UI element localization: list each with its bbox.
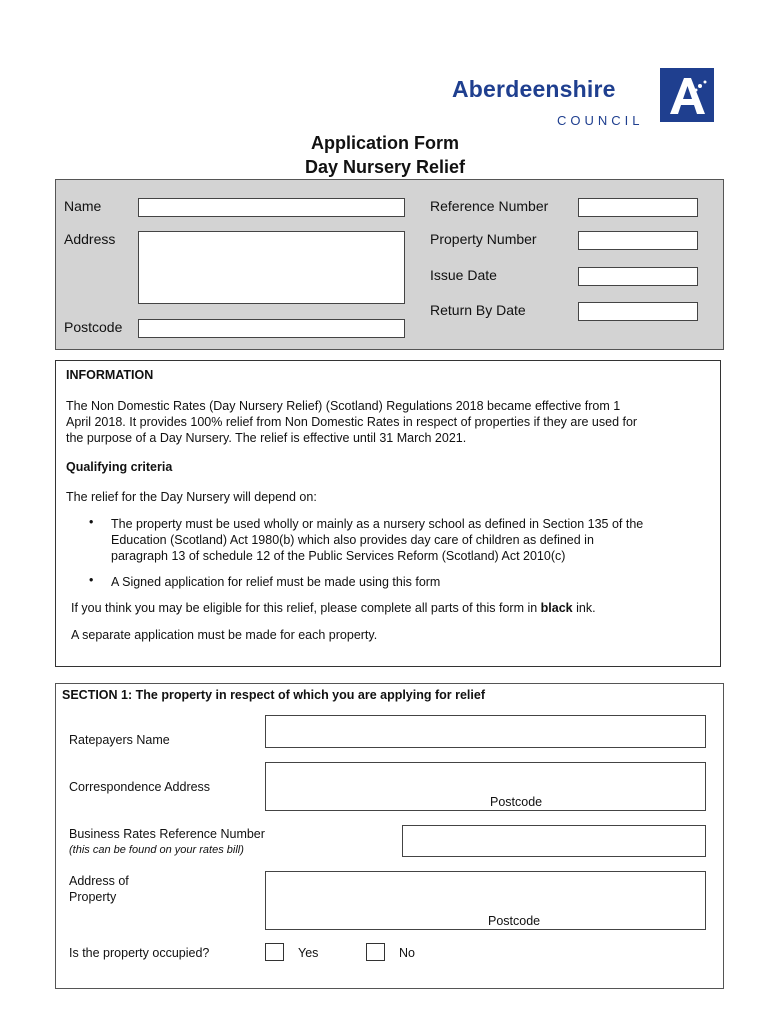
- bullet-line: paragraph 13 of schedule 12 of the Public Services Reform (Scotland) Act 2010(c): [111, 549, 566, 563]
- reference-number-field[interactable]: [578, 198, 698, 217]
- bullet-line: Education (Scotland) Act 1980(b) which also provides day care of children as defined in: [111, 533, 594, 547]
- eligibility-note: [71, 600, 596, 616]
- property-occupied-label: Is the property occupied?: [69, 946, 210, 960]
- form-subtitle: Day Nursery Relief: [304, 157, 466, 177]
- information-box: [55, 360, 721, 667]
- address-field[interactable]: [138, 231, 405, 304]
- name-label: Name: [64, 198, 102, 214]
- postcode-hint: Postcode: [490, 795, 543, 809]
- occupied-no-checkbox[interactable]: [366, 943, 385, 961]
- bullet-criteria-2: A Signed application for relief must be made using this form: [111, 575, 441, 589]
- qualifying-criteria-heading: Qualifying criteria: [66, 460, 173, 474]
- issue-date-field[interactable]: [578, 267, 698, 286]
- form-title: Application Form: [311, 133, 459, 153]
- postcode-label: Postcode: [64, 319, 123, 335]
- return-by-date-field[interactable]: [578, 302, 698, 321]
- intro-line: The Non Domestic Rates (Day Nursery Relief) (Scotland) Regulations 2018 became effective from 1: [66, 399, 621, 413]
- ratepayers-name-field[interactable]: [265, 715, 706, 748]
- address-of-property-label: [69, 873, 129, 905]
- bullet-line: The property must be used wholly or mainly as a nursery school as defined in Section 135 of the: [111, 517, 644, 531]
- property-text: Property: [69, 890, 117, 904]
- property-number-label: Property Number: [430, 231, 537, 247]
- property-postcode-hint: Postcode: [488, 914, 541, 928]
- eligibility-ink-color: black: [540, 601, 573, 615]
- business-rates-reference-hint: (this can be found on your rates bill): [69, 844, 244, 856]
- bullet-dot: •: [89, 515, 94, 529]
- correspondence-address-field[interactable]: [265, 762, 706, 811]
- occupied-yes-label: Yes: [298, 946, 319, 960]
- letter-a-icon: [660, 68, 714, 122]
- depend-text: The relief for the Day Nursery will depend on:: [66, 490, 317, 504]
- occupied-no-label: No: [399, 946, 415, 960]
- bullet-dot: •: [89, 573, 94, 587]
- bullet-criteria-1: [111, 516, 712, 564]
- name-field[interactable]: [138, 198, 405, 217]
- information-heading: INFORMATION: [66, 368, 154, 382]
- return-by-date-label: Return By Date: [430, 302, 526, 318]
- occupied-yes-checkbox[interactable]: [265, 943, 284, 961]
- intro-line: April 2018. It provides 100% relief from Non Domestic Rates in respect of properties if they are used for: [66, 415, 638, 429]
- section-1-property: [55, 683, 724, 989]
- address-label: Address: [64, 231, 116, 247]
- property-address-field[interactable]: [265, 871, 706, 930]
- eligibility-text-end: ink.: [572, 601, 596, 615]
- applicant-details-panel: [55, 179, 724, 350]
- reference-number-label: Reference Number: [430, 198, 549, 214]
- ratepayers-name-label: Ratepayers Name: [69, 733, 170, 747]
- business-rates-reference-field[interactable]: [402, 825, 706, 857]
- council-logo-subtitle: COUNCIL: [557, 113, 644, 128]
- section-1-heading: SECTION 1: The property in respect of which you are applying for relief: [62, 688, 485, 702]
- eligibility-text: If you think you may be eligible for this relief, please complete all parts of this form in: [71, 601, 541, 615]
- business-rates-reference-label: Business Rates Reference Number: [69, 827, 265, 841]
- council-logo-name: Aberdeenshire: [452, 76, 616, 102]
- issue-date-label: Issue Date: [430, 267, 497, 283]
- property-number-field[interactable]: [578, 231, 698, 250]
- separate-application-note: A separate application must be made for each property.: [71, 628, 378, 642]
- correspondence-address-label: Correspondence Address: [69, 780, 211, 794]
- information-intro: [66, 398, 714, 446]
- address-of-text: Address of: [69, 874, 129, 888]
- intro-line: the purpose of a Day Nursery. The relief is effective until 31 March 2021.: [66, 431, 467, 445]
- postcode-field[interactable]: [138, 319, 405, 338]
